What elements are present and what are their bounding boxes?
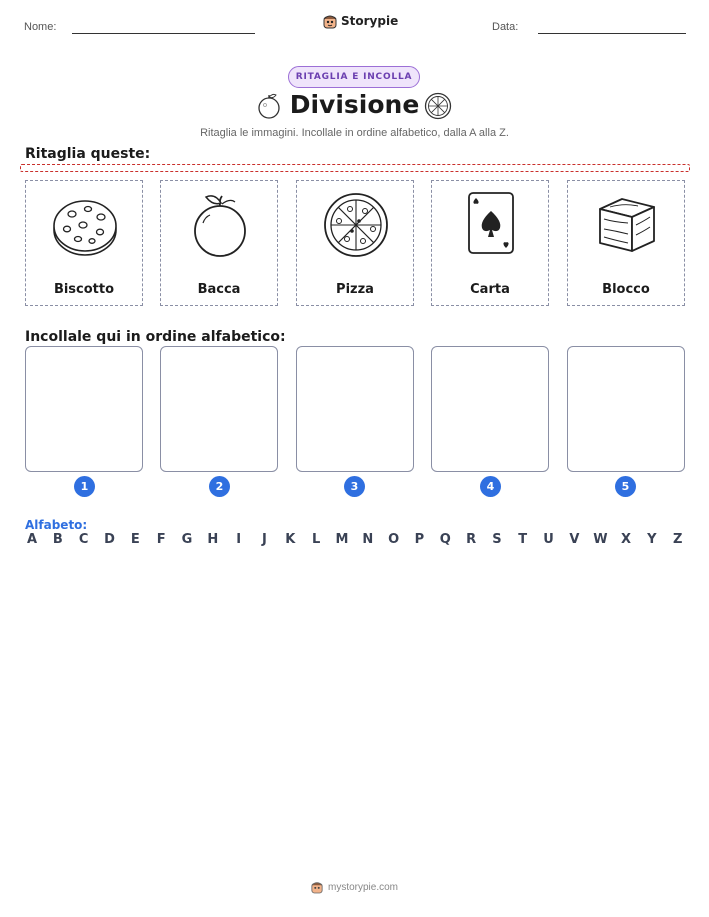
berry-icon — [185, 189, 255, 259]
alphabet-letter: W — [593, 532, 608, 547]
alphabet-letter: B — [52, 532, 63, 547]
alphabet-letter: N — [362, 532, 374, 547]
pizza-icon — [321, 189, 391, 259]
cut-card-label: Pizza — [336, 282, 374, 297]
alphabet-letter: R — [466, 532, 477, 547]
paste-slot-4[interactable] — [431, 346, 549, 472]
paste-slot-3[interactable] — [296, 346, 414, 472]
cut-card-label: Carta — [470, 282, 510, 297]
cut-card-block[interactable] — [567, 180, 685, 306]
slot-number-3: 3 — [344, 476, 365, 497]
pizza-title-icon — [424, 92, 452, 120]
cut-heading: Ritaglia queste: — [25, 146, 151, 162]
block-icon — [592, 189, 662, 259]
alphabet-letter: D — [104, 532, 115, 547]
alphabet-letter: O — [388, 532, 400, 547]
alphabet-letter: S — [492, 532, 502, 547]
name-line[interactable] — [72, 33, 255, 34]
alphabet-letter: Q — [439, 532, 451, 547]
cut-line — [20, 164, 690, 172]
cut-card-pizza[interactable] — [296, 180, 414, 306]
cookie-icon — [50, 189, 120, 259]
alphabet-letter: Y — [647, 532, 657, 547]
alphabet-letter: G — [181, 532, 193, 547]
brand-name: Storypie — [341, 14, 399, 28]
cut-card-label: Biscotto — [53, 282, 115, 297]
slot-number-5: 5 — [615, 476, 636, 497]
footer-url[interactable]: mystorypie.com — [327, 881, 398, 893]
footer — [0, 880, 709, 894]
alphabet-letter: X — [621, 532, 632, 547]
alphabet-letter: I — [236, 532, 242, 547]
cut-card-label: Blocco — [602, 282, 650, 297]
activity-badge: RITAGLIA E INCOLLA — [288, 66, 420, 88]
alphabet-letter: C — [78, 532, 89, 547]
alphabet-row — [25, 532, 685, 547]
name-label: Nome: — [24, 21, 57, 33]
playing-card-icon — [456, 189, 526, 259]
date-line[interactable] — [538, 33, 686, 34]
alphabet-letter: A — [26, 532, 38, 547]
slot-number-1: 1 — [74, 476, 95, 497]
alphabet-letter: K — [285, 532, 296, 547]
alphabet-letter: T — [518, 532, 528, 547]
alphabet-letter: L — [311, 532, 321, 547]
alphabet-title: Alfabeto: — [25, 518, 88, 532]
paste-slot-1[interactable] — [25, 346, 143, 472]
storypie-mascot-icon — [311, 880, 323, 894]
cut-card-card[interactable] — [431, 180, 549, 306]
cut-card-berry[interactable] — [160, 180, 278, 306]
paste-slot-5[interactable] — [567, 346, 685, 472]
alphabet-letter: U — [543, 532, 554, 547]
storypie-mascot-icon — [323, 13, 337, 29]
brand-logo — [323, 13, 398, 29]
alphabet-letter: E — [130, 532, 140, 547]
paste-slot-2[interactable] — [160, 346, 278, 472]
instructions: Ritaglia le immagini. Incollale in ordine alfabetico, dalla A alla Z. — [200, 127, 509, 139]
cut-card-cookie[interactable] — [25, 180, 143, 306]
alphabet-letter: F — [156, 532, 166, 547]
alphabet-letter: H — [207, 532, 219, 547]
alphabet-letter: J — [262, 532, 267, 547]
alphabet-letter: M — [335, 532, 349, 547]
alphabet-letter: Z — [672, 532, 683, 547]
page-title: Divisione — [289, 90, 420, 119]
slot-number-4: 4 — [480, 476, 501, 497]
alphabet-letter: V — [569, 532, 580, 547]
alphabet-letter: P — [414, 532, 425, 547]
date-label: Data: — [492, 21, 519, 33]
paste-heading: Incollale qui in ordine alfabetico: — [25, 329, 286, 345]
slot-number-2: 2 — [209, 476, 230, 497]
cut-card-label: Bacca — [197, 282, 241, 297]
